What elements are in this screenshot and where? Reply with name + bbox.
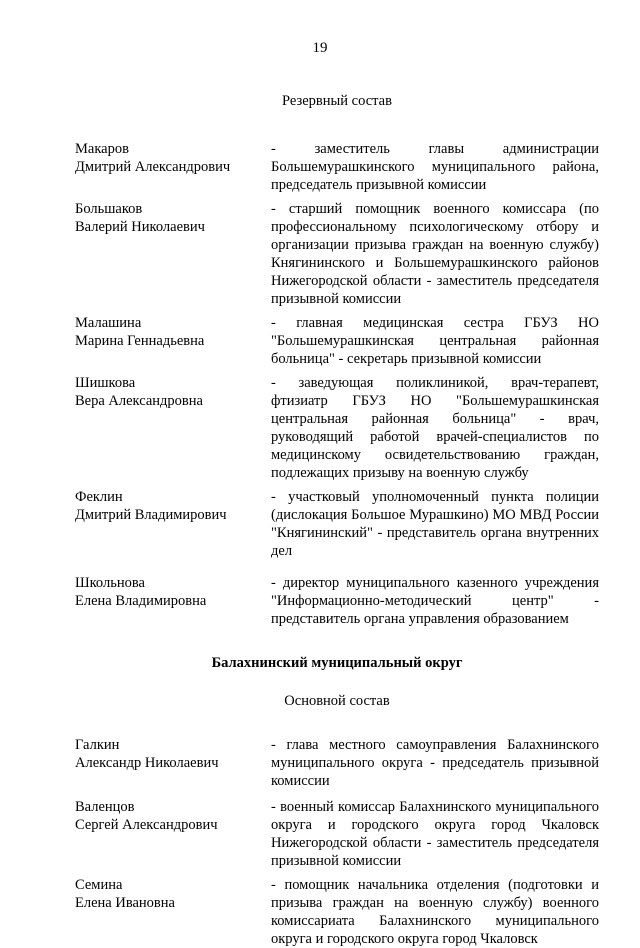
member-surname: Феклин (75, 489, 123, 505)
document-body (75, 92, 599, 948)
list-item (75, 314, 599, 368)
list-item (75, 876, 599, 948)
member-name (75, 736, 271, 790)
member-given-names: Александр Николаевич (75, 755, 219, 771)
member-role: - заведующая поликлиникой, врач-терапевт, фтизиатр ГБУЗ НО "Большемурашкинская центральная районная больница" - врач, руководящий работой врачей-специалистов по медицинскому освидетельствованию граждан, подлежащих призыву на военную службу (271, 375, 599, 481)
member-surname: Макаров (75, 141, 129, 157)
member-role: - военный комиссар Балахнинского муниципального округа и городского округа город Чкаловск Нижегородской области - заместитель председателя призывной комиссии (271, 799, 599, 869)
member-role: - директор муниципального казенного учреждения "Информационно-методический центр" - представитель органа управления образованием (271, 575, 599, 627)
list-item (75, 798, 599, 870)
member-name (75, 488, 271, 560)
subheading-reserve: Резервный состав (282, 93, 392, 109)
member-given-names: Елена Ивановна (75, 895, 175, 911)
list-item (75, 200, 599, 308)
member-role: - участковый уполномоченный пункта полиции (дислокация Большое Мурашкино) МО МВД России "Княгининский" - представитель органа внутренних дел (271, 489, 599, 559)
list-item (75, 574, 599, 628)
member-surname: Школьнова (75, 575, 145, 591)
page-number: 19 (312, 40, 328, 56)
member-surname: Семина (75, 877, 123, 893)
member-name (75, 314, 271, 368)
member-name (75, 200, 271, 308)
member-surname: Большаков (75, 201, 143, 217)
member-given-names: Дмитрий Владимирович (75, 507, 227, 523)
list-item (75, 140, 599, 194)
list-item (75, 488, 599, 560)
member-name (75, 140, 271, 194)
member-name (75, 374, 271, 482)
member-role: - помощник начальника отделения (подготовки и призыва граждан на военную службу) военного комиссариата Балахнинского муниципального округа и городского округа город Чкаловск (271, 877, 599, 947)
member-given-names: Марина Геннадьевна (75, 333, 205, 349)
member-name (75, 876, 271, 948)
member-surname: Галкин (75, 737, 120, 753)
member-given-names: Елена Владимировна (75, 593, 207, 609)
member-name (75, 574, 271, 628)
member-given-names: Вера Александровна (75, 393, 203, 409)
member-surname: Шишкова (75, 375, 136, 391)
section-heading: Балахнинский муниципальный округ (211, 655, 463, 671)
list-item (75, 374, 599, 482)
list-item (75, 736, 599, 790)
member-name (75, 798, 271, 870)
subheading-main: Основной состав (284, 693, 390, 709)
member-role: - заместитель главы администрации Большемурашкинского муниципального района, председатель призывной комиссии (271, 141, 599, 193)
member-surname: Малашина (75, 315, 142, 331)
member-surname: Валенцов (75, 799, 135, 815)
member-given-names: Дмитрий Александрович (75, 159, 231, 175)
member-given-names: Сергей Александрович (75, 817, 218, 833)
member-role: - главная медицинская сестра ГБУЗ НО "Большемурашкинская центральная районная больница" - секретарь призывной комиссии (271, 315, 599, 367)
member-role: - старший помощник военного комиссара (по профессиональному психологическому отбору и организации призыва граждан на военную службу) Княгининского и Большемурашкинского районов Нижегородской области - заместитель председателя призывной комиссии (271, 201, 599, 307)
member-given-names: Валерий Николаевич (75, 219, 205, 235)
member-role: - глава местного самоуправления Балахнинского муниципального округа - председатель призывной комиссии (271, 737, 599, 789)
